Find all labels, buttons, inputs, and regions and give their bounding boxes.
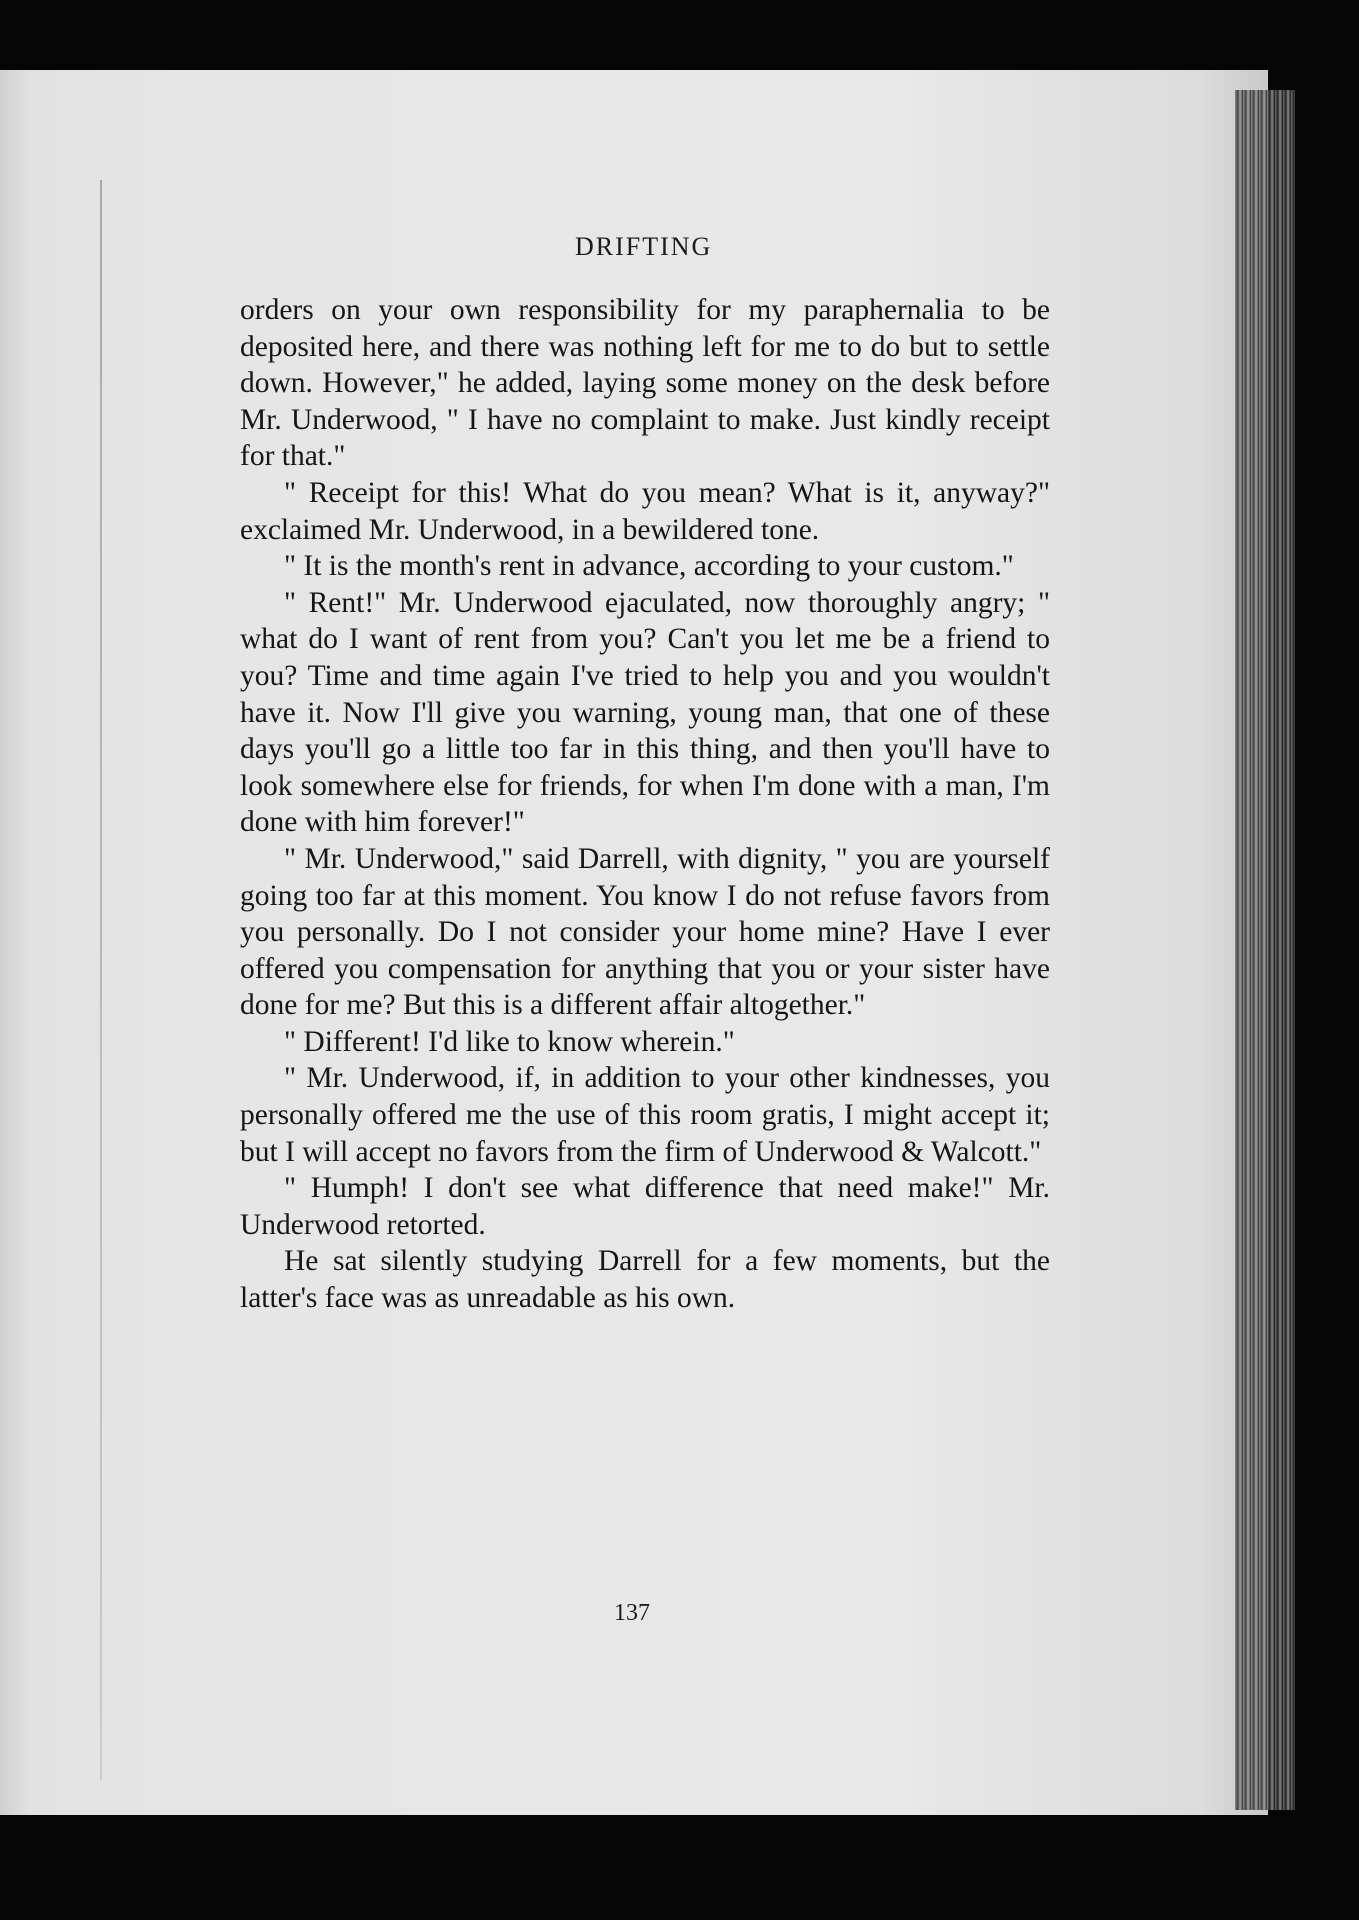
paragraph: orders on your own responsibility for my paraphernalia to be deposited here, and there was nothing left for me to do but to settle down. However," he added, laying some money on the desk before Mr. Underwood, " I have no complaint to make. Just kindly receipt for that." [240,294,1050,473]
paragraph: " Receipt for this! What do you mean? What is it, anyway?" exclaimed Mr. Underwood, in a bewildered tone. [240,476,1050,546]
paragraph: He sat silently studying Darrell for a few moments, but the latter's face was as unreadable as his own. [240,1245,1050,1315]
page-number: 137 [614,1600,650,1626]
paragraph: " Mr. Underwood, if, in addition to your other kindnesses, you personally offered me the use of this room gratis, I might accept it; but I will accept no favors from the firm of Underwood & Walcott." [240,1062,1050,1168]
paragraph: " It is the month's rent in advance, according to your custom." [284,550,1014,583]
paragraph: " Mr. Underwood," said Darrell, with dignity, " you are yourself going too far at this moment. You know I do not refuse favors from you personally. Do I not consider your home mine? Have I ever offered you compensation for anything that you or your sister have done for me? But this is a different affair altogether." [240,842,1050,1022]
gutter-shadow [100,180,102,1780]
paragraph: " Different! I'd like to know wherein." [284,1025,735,1058]
page-edge-stack [1235,90,1295,1810]
body-text [240,292,1050,1317]
paragraph: " Humph! I don't see what difference that need make!" Mr. Underwood retorted. [240,1172,1050,1241]
paragraph: " Rent!" Mr. Underwood ejaculated, now thoroughly angry; " what do I want of rent from you? Can't you let me be a friend to you? Time and time again I've tried to help you and you wouldn't have it. Now I'll give you warning, young man, that one of these days you'll go a little too far in this thing, and then you'll have to look somewhere else for friends, for when I'm done with a man, I'm done with him forever!" [240,586,1050,839]
running-head: DRIFTING [575,232,713,261]
